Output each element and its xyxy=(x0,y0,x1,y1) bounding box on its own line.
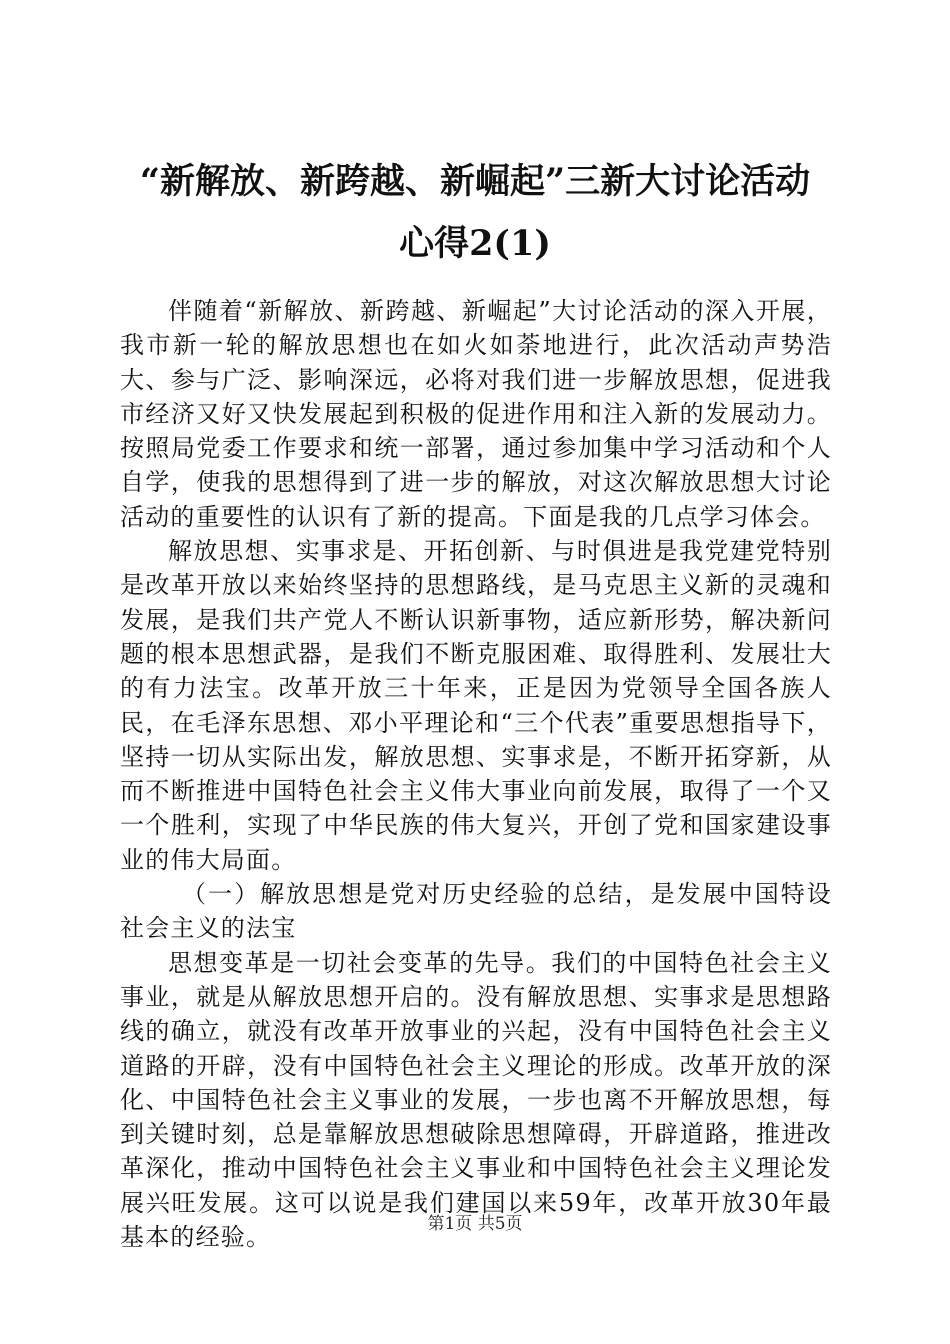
page-number-footer: 第1页 共5页 xyxy=(427,1214,523,1234)
paragraph-intro: 伴随着“新解放、新跨越、新崛起”大讨论活动的深入开展，我市新一轮的解放思想也在如火如荼地进行，此次活动声势浩大、参与广泛、影响深远，必将对我们进一步解放思想，促进我市经济又好又快发展起到积极的促进作用和注入新的发展动力。按照局党委工作要求和统一部署，通过参加集中学习活动和个人自学，使我的思想得到了进一步的解放，对这次解放思想大讨论活动的重要性的认识有了新的提高。下面是我的几点学习体会。 xyxy=(120,297,832,531)
section-heading-1: （一）解放思想是党对历史经验的总结，是发展中国特设社会主义的法宝 xyxy=(120,880,832,943)
document-title-line-2: 心得2(1) xyxy=(399,223,551,264)
document-body xyxy=(120,294,832,1254)
paragraph-thought-change: 思想变革是一切社会变革的先导。我们的中国特色社会主义事业，就是从解放思想开启的。没有解放思想、实事求是思想路线的确立，就没有改革开放事业的兴起，没有中国特色社会主义道路的开辟，没有中国特色社会主义理论的形成。改革开放的深化、中国特色社会主义事业的发展，一步也离不开解放思想，每到关键时刻，总是靠解放思想破除思想障碍，开辟道路，推进改革深化，推动中国特色社会主义事业和中国特色社会主义理论发展兴旺发展。这可以说是我们建国以来59年，改革开放30年最基本的经验。 xyxy=(120,948,832,1252)
document-title-line-1: “新解放、新跨越、新崛起”三新大讨论活动 xyxy=(139,161,811,202)
paragraph-ideological-line: 解放思想、实事求是、开拓创新、与时俱进是我党建党特别是改革开放以来始终坚持的思想路线，是马克思主义新的灵魂和发展，是我们共产党人不断认识新事物，适应新形势，解决新问题的根本思想武器，是我们不断克服困难、取得胜利、发展壮大的有力法宝。改革开放三十年来，正是因为党领导全国各族人民，在毛泽东思想、邓小平理论和“三个代表”重要思想指导下，坚持一切从实际出发，解放思想、实事求是，不断开拓穿新，从而不断推进中国特色社会主义伟大事业向前发展，取得了一个又一个胜利，实现了中华民族的伟大复兴，开创了党和国家建设事业的伟大局面。 xyxy=(120,537,832,874)
